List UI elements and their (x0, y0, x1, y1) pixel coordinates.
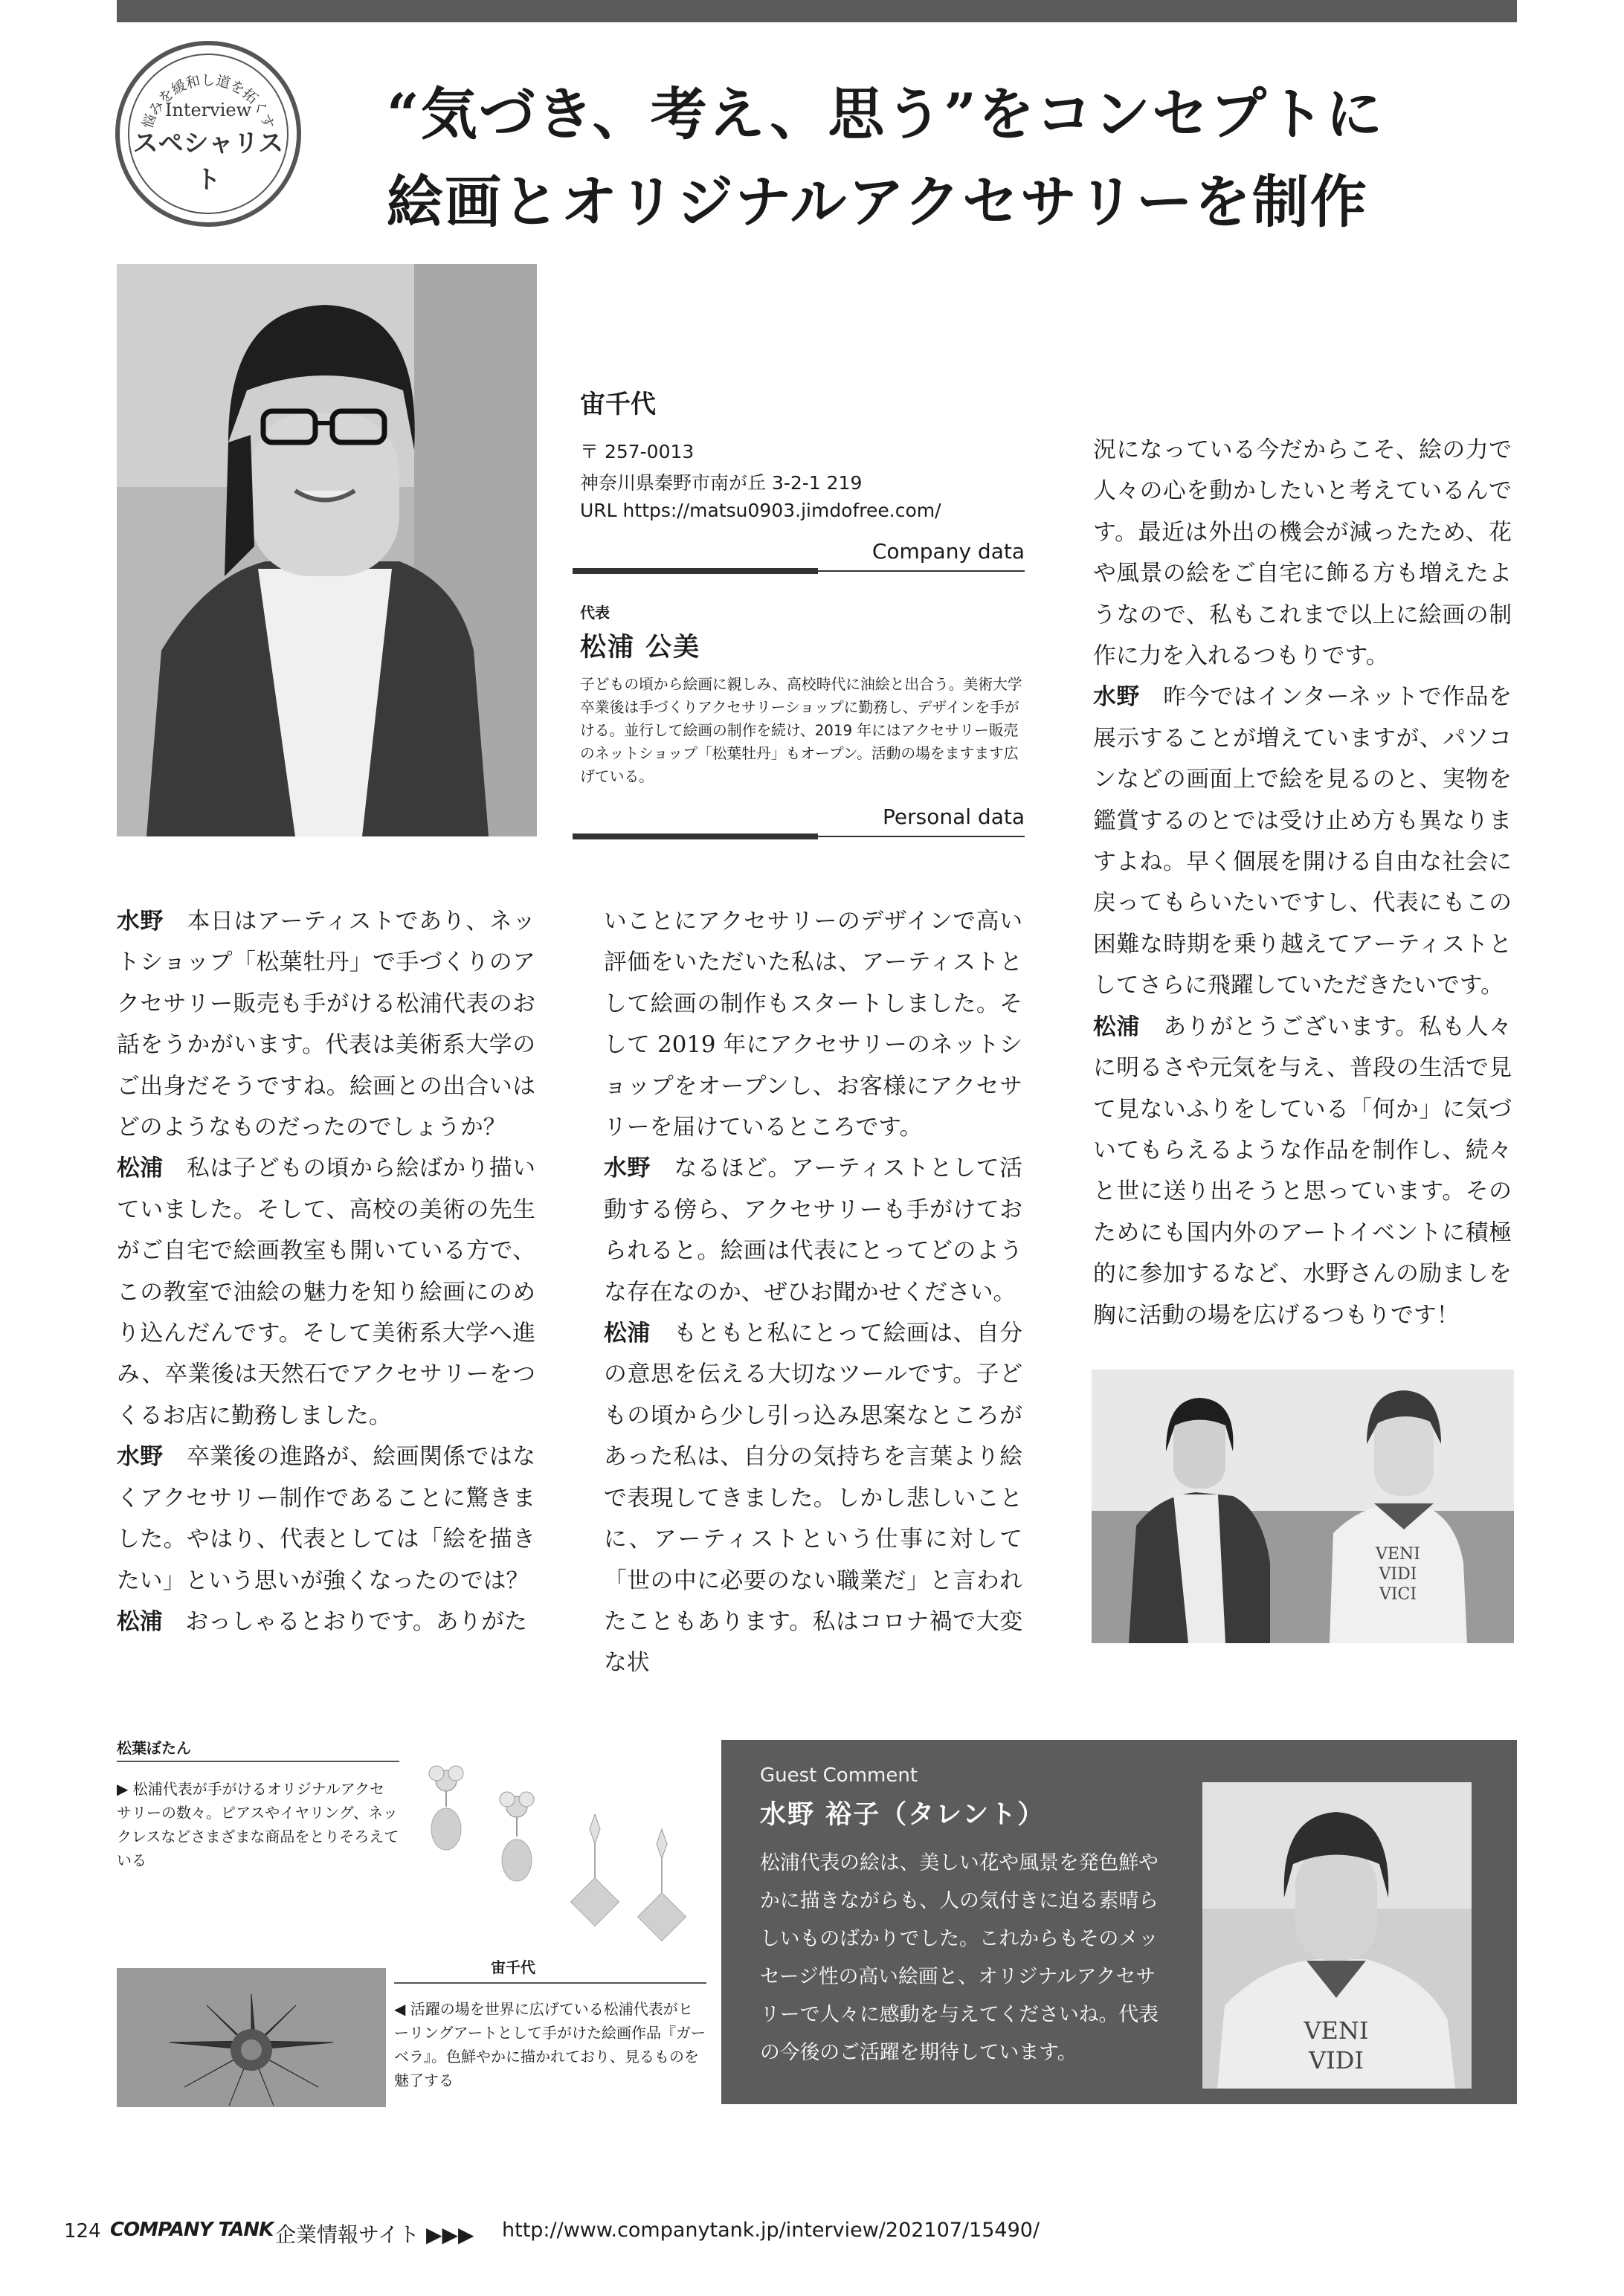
footer-logo: COMPANY TANK (110, 2219, 274, 2241)
speaker-label: 水野 (117, 908, 164, 935)
company-name: 宙千代 (580, 390, 656, 419)
company-address: 神奈川県秦野市南が丘 3-2-1 219 (580, 472, 863, 494)
duo-shirt-word-1: VENI (1376, 1545, 1420, 1564)
paragraph (604, 1148, 1022, 1313)
paragraph-text: もともと私にとって絵画は、自分の意思を伝える大切なツールです。子どもの頃から少し引っ込み思案なところがあった私は、自分の気持ちを言葉より絵で表現してきました。しかし悲しいことに、アーティストという仕事に対して「世の中に必要のない職業だ」と言われたこともあります。私はコロナ禍で大変な状 (604, 1320, 1022, 1677)
personal-data-label: Personal data (883, 804, 1025, 829)
product-brand-rule (394, 1982, 706, 1984)
guest-shirt-word-1: VENI (1304, 2016, 1369, 2045)
guest-comment-text: 松浦代表の絵は、美しい花や風景を発色鮮やかに描きながらも、人の気付きに迫る素晴らしいものばかりでした。これからもそのメッセージ性の高い絵画と、オリジナルアクセサリーで人々に感動を与えてくださいね。代表の今後のご活躍を期待しています。 (760, 1851, 1159, 2064)
interview-column-2 (604, 901, 1022, 1684)
duo-shirt-word-2: VIDI (1379, 1565, 1417, 1584)
footer-url-link[interactable]: http://www.companytank.jp/interview/202107/15490/ (502, 2219, 1040, 2242)
product-title-rule (117, 1761, 399, 1762)
paragraph (1093, 1007, 1512, 1336)
duo-shirt-word-3: VICI (1379, 1585, 1417, 1604)
paragraph (1093, 677, 1512, 1006)
paragraph-text: おっしゃるとおりです。ありがた (185, 1607, 527, 1635)
product-title: 松葉ぼたん (117, 1739, 191, 1757)
paragraph (117, 1436, 535, 1602)
speaker-label: 水野 (117, 1443, 164, 1471)
paragraph-text: ありがとうございます。私も人々に明るさや元気を与え、普段の生活で見て見ないふりをしている「何か」に気づいてもらえるような作品を制作し、続々と世に送り出そうと思っています。そのためにも国内外のアートイベントに積極的に参加するなど、水野さんの励ましを胸に活動の場を広げるつもりです！ (1093, 1013, 1512, 1329)
duo-photo (1092, 1370, 1514, 1643)
company-url[interactable]: URL https://matsu0903.jimdofree.com/ (580, 500, 941, 521)
company-rule-thick (573, 568, 818, 574)
paragraph-text: 昨今ではインターネットで作品を展示することが増えていますが、パソコンなどの画面上で絵を見るのと、実物を鑑賞するのとでは受け止め方も異なりますよね。早く個展を開ける自由な社会に戻ってもらいたいですし、代表にもこの困難な時期を乗り越えてアーティストとしてさらに飛躍していただきたいです。 (1093, 683, 1512, 999)
company-rule-thin (818, 570, 1025, 572)
portrait-photo (117, 264, 537, 836)
footer-site-label: 企業情報サイト ▶▶▶ (275, 2222, 474, 2247)
personal-rule-thick (573, 833, 818, 839)
badge-specialist-label: スペシャリスト (132, 129, 284, 195)
paragraph (604, 1313, 1022, 1684)
paragraph (1093, 430, 1512, 677)
paragraph (117, 1602, 535, 1642)
paragraph-text: 私は子どもの頃から絵ばかり描いていました。そして、高校の美術の先生がご自宅で絵画教室も開いている方で、この教室で油絵の魅力を知り絵画にのめり込んだんです。そして美術系大学へ進み、卒業後は天然石でアクセサリーをつくるお店に勤務しました。 (117, 1155, 536, 1429)
paragraph-text: 本日はアーティストであり、ネットショップ「松葉牡丹」で手づくりのアクセサリー販売も手がける松浦代表のお話をうかがいます。代表は美術系大学のご出身だそうですね。絵画との出合いはどのようなものだったのでしょうか？ (117, 908, 536, 1141)
guest-comment-label: Guest Comment (760, 1764, 918, 1787)
paragraph-text: 況になっている今だからこそ、絵の力で人々の心を動かしたいと考えているんです。最近は外出の機会が減ったため、花や風景の絵をご自宅に飾る方も増えたようなので、私もこれまで以上に絵画の制作に力を入れるつもりです。 (1093, 436, 1512, 670)
speaker-label: 松浦 (604, 1320, 651, 1347)
page-number: 124 (64, 2220, 101, 2242)
speaker-label: 松浦 (117, 1607, 163, 1635)
speaker-label: 水野 (604, 1155, 651, 1182)
interview-column-1 (117, 901, 535, 1642)
guest-name: 水野 裕子（タレント） (760, 1800, 1045, 1830)
title-line-2: 絵画とオリジナルアクセサリーを制作 (387, 169, 1368, 235)
earrings-image (405, 1740, 718, 1963)
page-title (387, 71, 1502, 246)
top-bar (117, 0, 1517, 22)
paragraph-text: いことにアクセサリーのデザインで高い評価をいただいた私は、アーティストとして絵画の制作もスタートしました。そして 2019 年にアクセサリーのネットショップをオープンし、お客様にアクセサリーを届けているところです。 (604, 908, 1022, 1141)
art-caption: ◀ 活躍の場を世界に広げている松浦代表がヒーリングアートとして手がけた絵画作品『ガーベラ』。色鮮やかに描かれており、見るものを魅了する (394, 2000, 706, 2089)
title-line-1: “気づき、考え、思う”をコンセプトに (387, 81, 1384, 147)
guest-shirt-word-2: VIDI (1308, 2046, 1364, 2074)
company-data-label: Company data (871, 539, 1025, 564)
speaker-label: 水野 (1093, 683, 1140, 711)
representative-role: 代表 (580, 604, 610, 622)
badge-arc-label: 悩みを緩和し道を拓くす (139, 72, 277, 131)
company-postal: 〒 257-0013 (580, 441, 695, 462)
product-brand: 宙千代 (491, 1958, 535, 1976)
paragraph (604, 901, 1022, 1148)
paragraph (117, 1148, 535, 1436)
paragraph (117, 901, 535, 1148)
paragraph-text: 卒業後の進路が、絵画関係ではなくアクセサリー制作であることに驚きました。やはり、代表としては「絵を描きたい」という思いが強くなったのでは？ (117, 1443, 536, 1594)
personal-rule-thin (818, 836, 1025, 837)
speaker-label: 松浦 (1093, 1013, 1140, 1040)
badge-interview-label: Interview (164, 100, 252, 120)
gerbera-painting (117, 1968, 386, 2107)
crystal-earring-icon (570, 1814, 686, 1941)
paragraph-text: なるほど。アーティストとして活動する傍ら、アクセサリーも手がけておられると。絵画は代表にとってどのような存在なのか、ぜひお聞かせください。 (604, 1155, 1023, 1306)
representative-name: 松浦 公美 (580, 633, 701, 662)
guest-photo (1202, 1782, 1472, 2089)
flower-earring-icon (429, 1766, 534, 1881)
speaker-label: 松浦 (117, 1155, 164, 1182)
representative-bio: 子どもの頃から絵画に親しみ、高校時代に油絵と出合う。美術大学卒業後は手づくりアクセサリーショップに勤務し、デザインを手がける。並行して絵画の制作を続け、2019 年にはアクセサリー販売のネットショップ「松葉牡丹」もオープン。活動の場をますます広げている。 (580, 676, 1022, 785)
interview-column-3 (1093, 430, 1512, 1336)
product-caption: ▶ 松浦代表が手がけるオリジナルアクセサリーの数々。ピアスやイヤリング、ネックレスなどさまざまな商品をとりそろえている (117, 1780, 399, 1869)
